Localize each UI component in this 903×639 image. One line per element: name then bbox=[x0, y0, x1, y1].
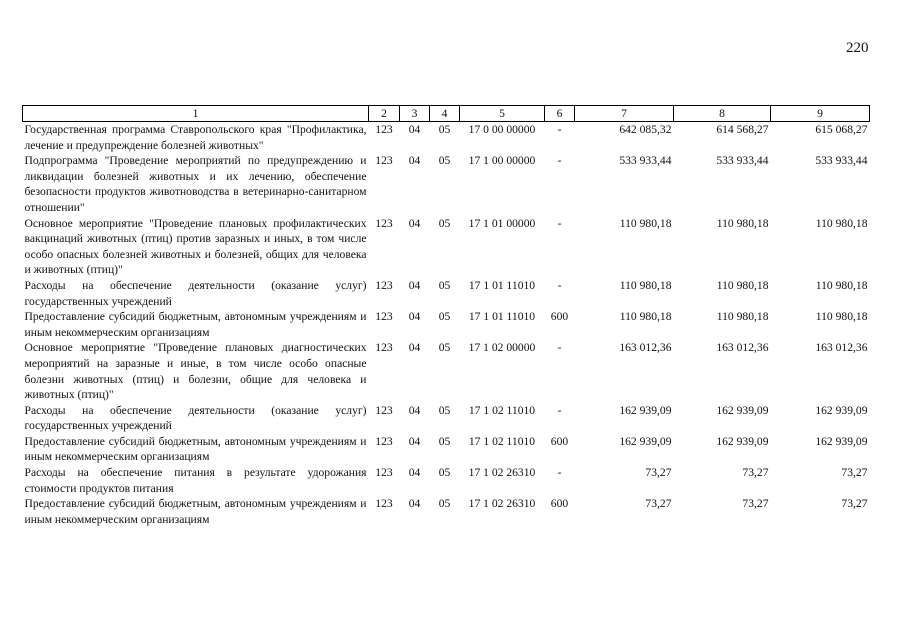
row-col-7: 73,27 bbox=[645, 497, 672, 511]
header-col-2: 2 bbox=[369, 106, 400, 122]
row-col-2: 123 bbox=[375, 403, 393, 417]
table-row bbox=[23, 309, 870, 340]
row-col-3: 04 bbox=[408, 341, 421, 355]
row-col-8: 163 012,36 bbox=[716, 341, 769, 355]
row-col-8: 162 939,09 bbox=[716, 403, 769, 417]
row-col-3: 04 bbox=[408, 123, 421, 136]
row-col-6: - bbox=[557, 403, 562, 417]
row-col-3: 04 bbox=[408, 497, 421, 511]
row-col-2: 123 bbox=[375, 123, 393, 136]
row-col-9: 163 012,36 bbox=[815, 341, 868, 355]
row-name: Предоставление субсидий бюджетным, автономным учреждениям и иным некоммерческим организациям bbox=[24, 434, 367, 464]
row-col-5: 17 1 01 00000 bbox=[468, 216, 536, 230]
row-col-3: 04 bbox=[408, 216, 421, 230]
row-name: Расходы на обеспечение питания в результате удорожания стоимости продуктов питания bbox=[24, 466, 367, 495]
row-col-5: 17 1 01 11010 bbox=[468, 310, 536, 324]
row-col-8: 110 980,18 bbox=[716, 278, 769, 292]
row-col-9: 162 939,09 bbox=[815, 403, 868, 417]
row-col-5: 17 1 02 11010 bbox=[468, 403, 536, 417]
row-col-3: 04 bbox=[408, 466, 421, 480]
header-col-5: 5 bbox=[460, 106, 545, 122]
row-col-6: - bbox=[557, 154, 562, 168]
row-col-5: 17 1 02 26310 bbox=[468, 497, 536, 511]
row-col-9: 110 980,18 bbox=[815, 278, 868, 292]
row-col-3: 04 bbox=[408, 310, 421, 324]
row-col-9: 110 980,18 bbox=[815, 310, 868, 324]
row-col-4: 05 bbox=[438, 216, 451, 230]
row-col-8: 162 939,09 bbox=[716, 434, 769, 448]
row-col-6: 600 bbox=[550, 434, 569, 448]
table-row bbox=[23, 153, 870, 215]
row-col-7: 110 980,18 bbox=[619, 310, 672, 324]
row-col-8: 73,27 bbox=[742, 497, 769, 511]
row-col-4: 05 bbox=[438, 403, 451, 417]
table-row bbox=[23, 122, 870, 154]
row-col-6: - bbox=[557, 216, 562, 230]
header-col-3: 3 bbox=[400, 106, 430, 122]
row-col-4: 05 bbox=[438, 497, 451, 511]
row-col-6: - bbox=[557, 466, 562, 480]
row-col-7: 73,27 bbox=[645, 466, 672, 480]
row-col-8: 110 980,18 bbox=[716, 216, 769, 230]
row-col-6: - bbox=[557, 278, 562, 292]
row-col-2: 123 bbox=[375, 497, 393, 511]
table-row bbox=[23, 434, 870, 465]
row-col-9: 110 980,18 bbox=[815, 216, 868, 230]
row-col-9: 162 939,09 bbox=[815, 434, 868, 448]
row-col-6: - bbox=[557, 123, 562, 136]
table-row bbox=[23, 496, 870, 527]
budget-table bbox=[22, 105, 870, 527]
table-row bbox=[23, 465, 870, 496]
row-col-7: 162 939,09 bbox=[619, 403, 672, 417]
row-col-4: 05 bbox=[438, 341, 451, 355]
table-row bbox=[23, 403, 870, 434]
row-col-4: 05 bbox=[438, 466, 451, 480]
row-col-2: 123 bbox=[375, 341, 393, 355]
row-col-3: 04 bbox=[408, 403, 421, 417]
page-number: 220 bbox=[846, 40, 869, 56]
row-col-2: 123 bbox=[375, 278, 393, 292]
row-col-4: 05 bbox=[438, 434, 451, 448]
row-col-8: 73,27 bbox=[742, 466, 769, 480]
row-col-3: 04 bbox=[408, 434, 421, 448]
row-col-7: 162 939,09 bbox=[619, 434, 672, 448]
row-col-5: 17 1 01 11010 bbox=[468, 278, 536, 292]
row-col-5: 17 1 02 00000 bbox=[468, 341, 536, 355]
row-name: Основное мероприятие "Проведение плановых диагностических мероприятий на заразные и иные, в том числе особо опасные болезни животных (птиц) и болезни, общие для человека и животных (птиц)" bbox=[24, 341, 367, 402]
row-col-6: 600 bbox=[550, 497, 569, 511]
header-col-4: 4 bbox=[430, 106, 460, 122]
row-name: Основное мероприятие "Проведение плановых профилактических вакцинаций животных (птиц) против заразных и иных, в том числе особо опасных болезней животных и болезней, общих для человека и животных (птиц)" bbox=[24, 216, 367, 277]
row-name: Государственная программа Ставропольского края "Профилактика, лечение и предупреждение болезней животных" bbox=[24, 123, 367, 152]
header-col-9: 9 bbox=[771, 106, 870, 122]
header-col-6: 6 bbox=[545, 106, 575, 122]
row-col-2: 123 bbox=[375, 154, 393, 168]
row-col-4: 05 bbox=[438, 154, 451, 168]
row-col-7: 533 933,44 bbox=[619, 154, 672, 168]
row-col-7: 163 012,36 bbox=[619, 341, 672, 355]
row-col-5: 17 1 02 26310 bbox=[468, 466, 536, 480]
row-col-6: 600 bbox=[550, 310, 569, 324]
header-col-7: 7 bbox=[575, 106, 674, 122]
row-col-4: 05 bbox=[438, 278, 451, 292]
row-col-5: 17 1 00 00000 bbox=[468, 154, 536, 168]
row-name: Предоставление субсидий бюджетным, автономным учреждениям и иным некоммерческим организациям bbox=[24, 310, 367, 339]
row-col-8: 614 568,27 bbox=[716, 123, 769, 136]
table-row bbox=[23, 340, 870, 402]
row-col-7: 642 085,32 bbox=[619, 123, 672, 136]
row-col-9: 615 068,27 bbox=[815, 123, 868, 136]
row-col-3: 04 bbox=[408, 278, 421, 292]
row-col-2: 123 bbox=[375, 434, 393, 448]
row-col-8: 533 933,44 bbox=[716, 154, 769, 168]
row-col-2: 123 bbox=[375, 310, 393, 324]
row-col-7: 110 980,18 bbox=[619, 278, 672, 292]
row-col-7: 110 980,18 bbox=[619, 216, 672, 230]
row-col-3: 04 bbox=[408, 154, 421, 168]
row-col-8: 110 980,18 bbox=[716, 310, 769, 324]
row-col-4: 05 bbox=[438, 310, 451, 324]
row-col-2: 123 bbox=[375, 216, 393, 230]
row-name: Расходы на обеспечение деятельности (оказание услуг) государственных учреждений bbox=[24, 403, 367, 433]
table-row bbox=[23, 216, 870, 278]
table-row bbox=[23, 278, 870, 309]
row-col-5: 17 1 02 11010 bbox=[468, 434, 536, 448]
header-col-8: 8 bbox=[674, 106, 771, 122]
header-col-1: 1 bbox=[23, 106, 369, 122]
row-name: Расходы на обеспечение деятельности (оказание услуг) государственных учреждений bbox=[24, 278, 367, 308]
header-row bbox=[23, 106, 870, 122]
row-col-5: 17 0 00 00000 bbox=[468, 123, 536, 136]
row-col-9: 533 933,44 bbox=[815, 154, 868, 168]
row-col-9: 73,27 bbox=[841, 466, 868, 480]
row-name: Подпрограмма "Проведение мероприятий по предупреждению и ликвидации болезней животных и их лечению, обеспечение безопасности продуктов животноводства в ветеринарно-санитарном отношении" bbox=[24, 154, 367, 214]
row-name: Предоставление субсидий бюджетным, автономным учреждениям и иным некоммерческим организациям bbox=[24, 497, 367, 526]
row-col-6: - bbox=[557, 341, 562, 355]
row-col-4: 05 bbox=[438, 123, 451, 136]
row-col-9: 73,27 bbox=[841, 497, 868, 511]
row-col-2: 123 bbox=[375, 466, 393, 480]
